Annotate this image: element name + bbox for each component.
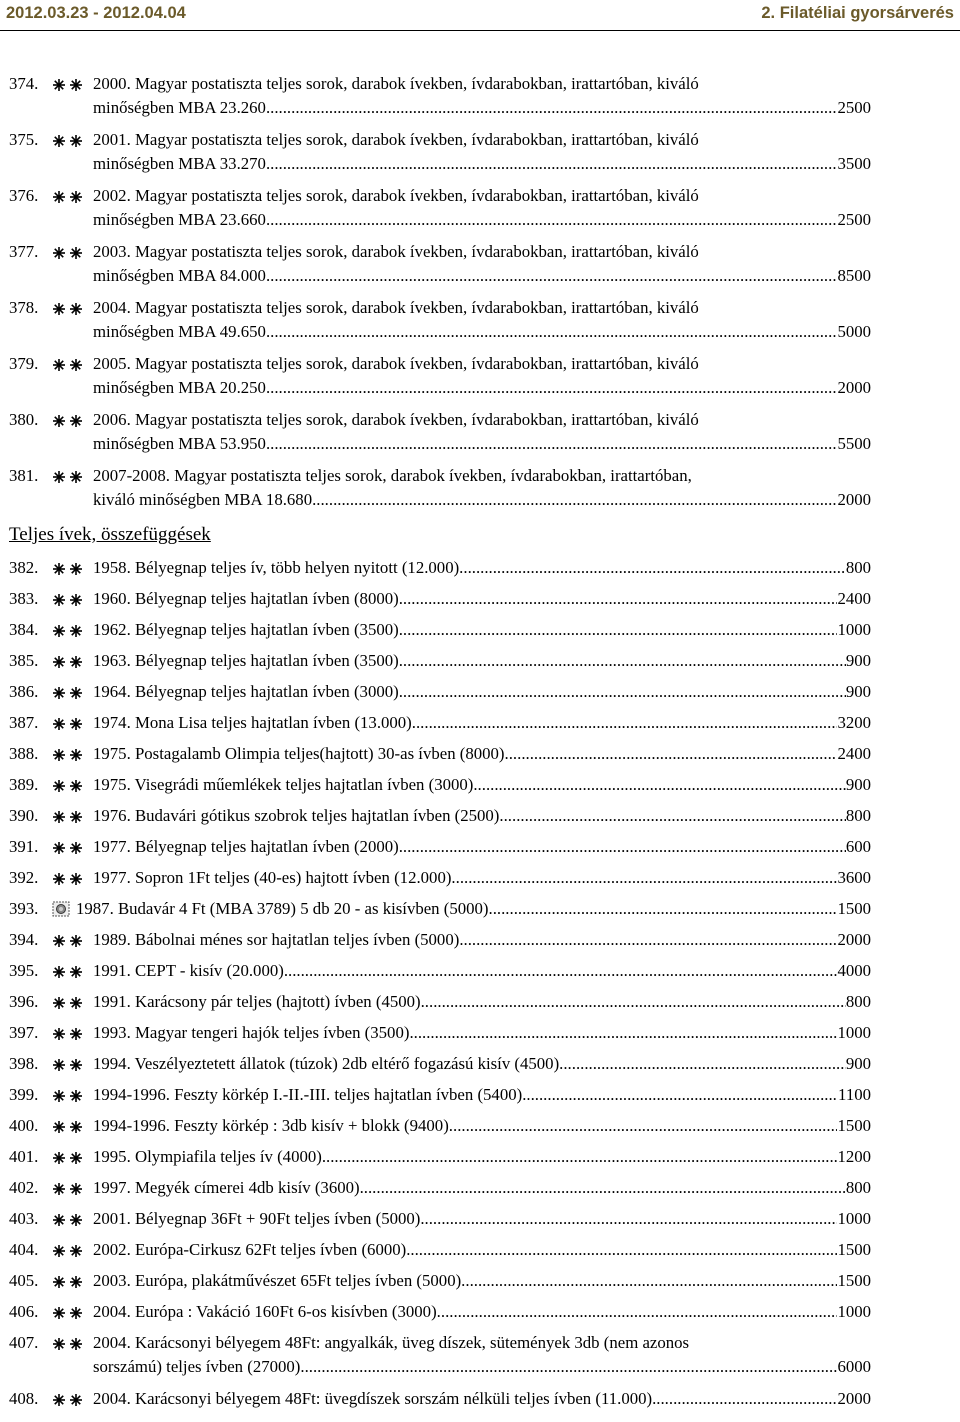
lot-number: 378. bbox=[9, 298, 39, 317]
leader-dots bbox=[499, 804, 845, 828]
lot-number: 389. bbox=[9, 775, 39, 794]
lot-price: 1100 bbox=[838, 1085, 871, 1104]
leader-dots bbox=[399, 587, 838, 611]
lot-number: 386. bbox=[9, 682, 39, 701]
leader-dots bbox=[266, 96, 837, 120]
leader-dots bbox=[284, 959, 838, 983]
lot-entry bbox=[0, 556, 960, 587]
lot-entry bbox=[0, 296, 960, 344]
leader-dots bbox=[505, 742, 838, 766]
lot-entry bbox=[0, 587, 960, 618]
lot-entry bbox=[0, 184, 960, 232]
lot-price: 1000 bbox=[837, 620, 871, 639]
lot-price: 1500 bbox=[837, 899, 871, 918]
lot-price: 2400 bbox=[837, 589, 871, 608]
lot-entry bbox=[0, 897, 960, 928]
lot-number: 379. bbox=[9, 354, 39, 373]
lot-entry bbox=[0, 1238, 960, 1269]
lot-price: 6000 bbox=[837, 1357, 871, 1376]
lot-description: 1991. CEPT - kisív (20.000) bbox=[93, 961, 284, 980]
leader-dots bbox=[473, 773, 845, 797]
double-asterisk-icon bbox=[52, 996, 84, 1010]
lot-description: 2003. Európa, plakátművészet 65Ft teljes ívben (5000) bbox=[93, 1271, 462, 1290]
lot-description: 1975. Visegrádi műemlékek teljes hajtatlan ívben (3000) bbox=[93, 775, 474, 794]
lot-entry bbox=[0, 408, 960, 456]
leader-dots bbox=[360, 1176, 846, 1200]
lot-number: 394. bbox=[9, 930, 39, 949]
leader-dots bbox=[459, 928, 837, 952]
lot-description: 2004. Karácsonyi bélyegem 48Ft: angyalkák, üveg díszek, sütemények 3db (nem azonos bbox=[93, 1333, 690, 1352]
lot-entry bbox=[0, 1083, 960, 1114]
double-asterisk-icon bbox=[52, 1275, 84, 1289]
lots-single-line bbox=[0, 556, 960, 1331]
double-asterisk-icon bbox=[52, 1306, 84, 1320]
lot-number: 393. bbox=[9, 899, 39, 918]
lot-number: 377. bbox=[9, 242, 39, 261]
lot-price: 900 bbox=[845, 682, 871, 701]
double-asterisk-icon bbox=[52, 1182, 84, 1196]
cancelled-stamp-icon bbox=[52, 901, 70, 917]
double-asterisk-icon bbox=[52, 810, 84, 824]
lot-description: 2007-2008. Magyar postatiszta teljes sorok, darabok ívekben, ívdarabokban, irattartóban, bbox=[93, 466, 692, 485]
lot-number: 400. bbox=[9, 1116, 39, 1135]
lot-description: 2003. Magyar postatiszta teljes sorok, darabok ívekben, ívdarabokban, irattartóban, kiváló bbox=[93, 242, 699, 261]
lot-description-cont: minőségben MBA 53.950 bbox=[93, 434, 266, 453]
lot-entry bbox=[0, 1114, 960, 1145]
lot-price: 2000 bbox=[837, 378, 871, 397]
double-asterisk-icon bbox=[52, 841, 84, 855]
lot-price: 3600 bbox=[837, 868, 871, 887]
lot-description: 1989. Bábolnai ménes sor hajtatlan teljes ívben (5000) bbox=[93, 930, 460, 949]
double-asterisk-icon bbox=[52, 686, 84, 700]
double-asterisk-icon bbox=[52, 748, 84, 762]
lot-price: 1500 bbox=[837, 1271, 871, 1290]
lot-entry bbox=[0, 464, 960, 512]
lot-entry bbox=[0, 928, 960, 959]
lot-number: 383. bbox=[9, 589, 39, 608]
lot-price: 1000 bbox=[837, 1302, 871, 1321]
lot-entry bbox=[0, 959, 960, 990]
lot-number: 385. bbox=[9, 651, 39, 670]
lot-number: 406. bbox=[9, 1302, 39, 1321]
lot-price: 900 bbox=[845, 775, 871, 794]
lot-price: 800 bbox=[845, 806, 871, 825]
lot-price: 2000 bbox=[837, 490, 871, 509]
lot-description: 1993. Magyar tengeri hajók teljes ívben (3500) bbox=[93, 1023, 410, 1042]
leader-dots bbox=[266, 264, 837, 288]
lot-entry bbox=[0, 1300, 960, 1331]
double-asterisk-icon bbox=[52, 1213, 84, 1227]
leader-dots bbox=[399, 680, 846, 704]
lot-description-cont: sorszámú) teljes ívben (27000) bbox=[93, 1357, 301, 1376]
leader-dots bbox=[489, 897, 838, 921]
double-asterisk-icon bbox=[52, 1337, 84, 1351]
leader-dots bbox=[266, 320, 837, 344]
lot-number: 403. bbox=[9, 1209, 39, 1228]
lot-number: 392. bbox=[9, 868, 39, 887]
leader-dots bbox=[451, 866, 837, 890]
leader-dots bbox=[266, 432, 837, 456]
lot-price: 2400 bbox=[837, 744, 871, 763]
leader-dots bbox=[300, 1355, 837, 1379]
lot-entry bbox=[0, 240, 960, 288]
lot-price: 1500 bbox=[837, 1240, 871, 1259]
leader-dots bbox=[421, 990, 846, 1014]
leader-dots bbox=[266, 376, 837, 400]
leader-dots bbox=[406, 1238, 837, 1262]
lot-number: 381. bbox=[9, 466, 39, 485]
lot-entry bbox=[0, 990, 960, 1021]
leader-dots bbox=[437, 1300, 838, 1324]
lot-entry bbox=[0, 804, 960, 835]
leader-dots bbox=[559, 1052, 846, 1076]
double-asterisk-icon bbox=[52, 624, 84, 638]
lot-price: 3500 bbox=[837, 154, 871, 173]
lot-number: 405. bbox=[9, 1271, 39, 1290]
lot-entry bbox=[0, 618, 960, 649]
lot-price: 4000 bbox=[837, 961, 871, 980]
double-asterisk-icon bbox=[52, 302, 84, 316]
double-asterisk-icon bbox=[52, 1058, 84, 1072]
lot-price: 3200 bbox=[837, 713, 871, 732]
lot-description-cont: minőségben MBA 84.000 bbox=[93, 266, 266, 285]
lot-number: 399. bbox=[9, 1085, 39, 1104]
lot-number: 402. bbox=[9, 1178, 39, 1197]
lot-description: 1994-1996. Feszty körkép I.-II.-III. teljes hajtatlan ívben (5400) bbox=[93, 1085, 523, 1104]
leader-dots bbox=[399, 618, 838, 642]
lot-number: 382. bbox=[9, 558, 39, 577]
lot-entry bbox=[0, 1331, 960, 1379]
lot-number: 387. bbox=[9, 713, 39, 732]
lot-description: 1994. Veszélyeztetett állatok (túzok) 2db eltérő fogazású kisív (4500) bbox=[93, 1054, 560, 1073]
lot-entry bbox=[0, 1145, 960, 1176]
lot-description: 2004. Magyar postatiszta teljes sorok, darabok ívekben, ívdarabokban, irattartóban, kiváló bbox=[93, 298, 699, 317]
leader-dots bbox=[266, 208, 837, 232]
lot-description: 2001. Magyar postatiszta teljes sorok, darabok ívekben, ívdarabokban, irattartóban, kiváló bbox=[93, 130, 699, 149]
lot-description: 2004. Európa : Vakáció 160Ft 6-os kisívben (3000) bbox=[93, 1302, 437, 1321]
lot-price: 1500 bbox=[837, 1116, 871, 1135]
lot-entry bbox=[0, 1387, 960, 1418]
lot-number: 374. bbox=[9, 74, 39, 93]
lot-description: 1995. Olympiafila teljes ív (4000) bbox=[93, 1147, 322, 1166]
lot-description: 1975. Postagalamb Olimpia teljes(hajtott) 30-as ívben (8000) bbox=[93, 744, 505, 763]
auction-dates: 2012.03.23 - 2012.04.04 bbox=[6, 4, 186, 22]
double-asterisk-icon bbox=[52, 1151, 84, 1165]
lots-tail bbox=[0, 1331, 960, 1418]
section-title: Teljes ívek, összefüggések bbox=[9, 524, 211, 545]
lot-price: 2500 bbox=[837, 210, 871, 229]
lot-description: 1963. Bélyegnap teljes hajtatlan ívben (3500) bbox=[93, 651, 399, 670]
lot-entry bbox=[0, 773, 960, 804]
lot-description: 1974. Mona Lisa teljes hajtatlan ívben (13.000) bbox=[93, 713, 412, 732]
lot-price: 1000 bbox=[837, 1209, 871, 1228]
lot-number: 384. bbox=[9, 620, 39, 639]
lot-number: 408. bbox=[9, 1389, 39, 1408]
double-asterisk-icon bbox=[52, 593, 84, 607]
leader-dots bbox=[652, 1387, 837, 1411]
lot-entry bbox=[0, 352, 960, 400]
leader-dots bbox=[266, 152, 837, 176]
lot-price: 800 bbox=[845, 558, 871, 577]
leader-dots bbox=[312, 488, 837, 512]
leader-dots bbox=[459, 556, 846, 580]
lot-description: 1997. Megyék címerei 4db kisív (3600) bbox=[93, 1178, 360, 1197]
lot-entry bbox=[0, 1176, 960, 1207]
lot-price: 2000 bbox=[837, 930, 871, 949]
lot-description: 2001. Bélyegnap 36Ft + 90Ft teljes ívben (5000) bbox=[93, 1209, 421, 1228]
lot-entry bbox=[0, 835, 960, 866]
lot-price: 5000 bbox=[837, 322, 871, 341]
lot-number: 375. bbox=[9, 130, 39, 149]
leader-dots bbox=[522, 1083, 838, 1107]
lot-description: 2000. Magyar postatiszta teljes sorok, darabok ívekben, ívdarabokban, irattartóban, kiváló bbox=[93, 74, 699, 93]
lot-entry bbox=[0, 72, 960, 120]
lot-description: 1962. Bélyegnap teljes hajtatlan ívben (3500) bbox=[93, 620, 399, 639]
lot-entry bbox=[0, 128, 960, 176]
double-asterisk-icon bbox=[52, 965, 84, 979]
lot-price: 1200 bbox=[837, 1147, 871, 1166]
lot-number: 395. bbox=[9, 961, 39, 980]
lot-number: 404. bbox=[9, 1240, 39, 1259]
lot-entry bbox=[0, 711, 960, 742]
lot-number: 380. bbox=[9, 410, 39, 429]
lot-description: 1958. Bélyegnap teljes ív, több helyen nyitott (12.000) bbox=[93, 558, 460, 577]
lot-description-cont: kiváló minőségben MBA 18.680 bbox=[93, 490, 313, 509]
double-asterisk-icon bbox=[52, 1120, 84, 1134]
page-header bbox=[0, 0, 960, 31]
lot-entry bbox=[0, 742, 960, 773]
lot-description: 1994-1996. Feszty körkép : 3db kisív + blokk (9400) bbox=[93, 1116, 449, 1135]
lot-number: 396. bbox=[9, 992, 39, 1011]
double-asterisk-icon bbox=[52, 1244, 84, 1258]
lot-description-cont: minőségben MBA 49.650 bbox=[93, 322, 266, 341]
lot-price: 2500 bbox=[837, 98, 871, 117]
leader-dots bbox=[461, 1269, 837, 1293]
double-asterisk-icon bbox=[52, 246, 84, 260]
double-asterisk-icon bbox=[52, 779, 84, 793]
lot-entry bbox=[0, 1021, 960, 1052]
double-asterisk-icon bbox=[52, 134, 84, 148]
double-asterisk-icon bbox=[52, 872, 84, 886]
leader-dots bbox=[449, 1114, 838, 1138]
lot-description-cont: minőségben MBA 23.660 bbox=[93, 210, 266, 229]
lot-number: 398. bbox=[9, 1054, 39, 1073]
leader-dots bbox=[412, 711, 838, 735]
leader-dots bbox=[399, 835, 846, 859]
leader-dots bbox=[420, 1207, 837, 1231]
lot-price: 900 bbox=[845, 1054, 871, 1073]
lot-description: 2006. Magyar postatiszta teljes sorok, darabok ívekben, ívdarabokban, irattartóban, kiváló bbox=[93, 410, 699, 429]
lot-price: 2000 bbox=[837, 1389, 871, 1408]
leader-dots bbox=[322, 1145, 838, 1169]
lot-number: 397. bbox=[9, 1023, 39, 1042]
double-asterisk-icon bbox=[52, 717, 84, 731]
lot-description: 1964. Bélyegnap teljes hajtatlan ívben (3000) bbox=[93, 682, 399, 701]
lot-list bbox=[0, 72, 960, 1418]
lot-entry bbox=[0, 1207, 960, 1238]
lot-price: 800 bbox=[845, 992, 871, 1011]
lot-number: 388. bbox=[9, 744, 39, 763]
double-asterisk-icon bbox=[52, 414, 84, 428]
double-asterisk-icon bbox=[52, 1027, 84, 1041]
lot-price: 8500 bbox=[837, 266, 871, 285]
double-asterisk-icon bbox=[52, 470, 84, 484]
lot-price: 900 bbox=[845, 651, 871, 670]
lot-price: 5500 bbox=[837, 434, 871, 453]
lot-description: 2004. Karácsonyi bélyegem 48Ft: üvegdíszek sorszám nélküli teljes ívben (11.000) bbox=[93, 1389, 653, 1408]
leader-dots bbox=[409, 1021, 837, 1045]
lot-entry bbox=[0, 1269, 960, 1300]
double-asterisk-icon bbox=[52, 934, 84, 948]
lot-entry bbox=[0, 649, 960, 680]
double-asterisk-icon bbox=[52, 1089, 84, 1103]
lot-description-cont: minőségben MBA 33.270 bbox=[93, 154, 266, 173]
lot-description: 1960. Bélyegnap teljes hajtatlan ívben (8000) bbox=[93, 589, 399, 608]
lot-description: 1977. Bélyegnap teljes hajtatlan ívben (2000) bbox=[93, 837, 399, 856]
lot-description: 2002. Magyar postatiszta teljes sorok, darabok ívekben, ívdarabokban, irattartóban, kiváló bbox=[93, 186, 699, 205]
lot-price: 600 bbox=[845, 837, 871, 856]
double-asterisk-icon bbox=[52, 1393, 84, 1407]
lot-number: 390. bbox=[9, 806, 39, 825]
leader-dots bbox=[399, 649, 846, 673]
lot-description: 1976. Budavári gótikus szobrok teljes hajtatlan ívben (2500) bbox=[93, 806, 500, 825]
lot-price: 800 bbox=[845, 1178, 871, 1197]
double-asterisk-icon bbox=[52, 190, 84, 204]
lot-description-cont: minőségben MBA 20.250 bbox=[93, 378, 266, 397]
lot-entry bbox=[0, 866, 960, 897]
double-asterisk-icon bbox=[52, 358, 84, 372]
lot-description: 2002. Európa-Cirkusz 62Ft teljes ívben (6000) bbox=[93, 1240, 407, 1259]
lot-number: 407. bbox=[9, 1333, 39, 1352]
lot-description-cont: minőségben MBA 23.260 bbox=[93, 98, 266, 117]
section-heading: 2. Filatéliai gyorsárverés bbox=[761, 4, 954, 22]
lot-price: 1000 bbox=[837, 1023, 871, 1042]
lot-number: 376. bbox=[9, 186, 39, 205]
lot-description: 2005. Magyar postatiszta teljes sorok, darabok ívekben, ívdarabokban, irattartóban, kiváló bbox=[93, 354, 699, 373]
lot-description: 1991. Karácsony pár teljes (hajtott) ívben (4500) bbox=[93, 992, 421, 1011]
lot-entry bbox=[0, 1052, 960, 1083]
lots-multi-line bbox=[0, 72, 960, 512]
double-asterisk-icon bbox=[52, 655, 84, 669]
double-asterisk-icon bbox=[52, 562, 84, 576]
lot-description: 1977. Sopron 1Ft teljes (40-es) hajtott ívben (12.000) bbox=[93, 868, 452, 887]
lot-number: 401. bbox=[9, 1147, 39, 1166]
lot-number: 391. bbox=[9, 837, 39, 856]
lot-entry bbox=[0, 680, 960, 711]
double-asterisk-icon bbox=[52, 78, 84, 92]
lot-description: 1987. Budavár 4 Ft (MBA 3789) 5 db 20 - as kisívben (5000) bbox=[76, 899, 489, 918]
